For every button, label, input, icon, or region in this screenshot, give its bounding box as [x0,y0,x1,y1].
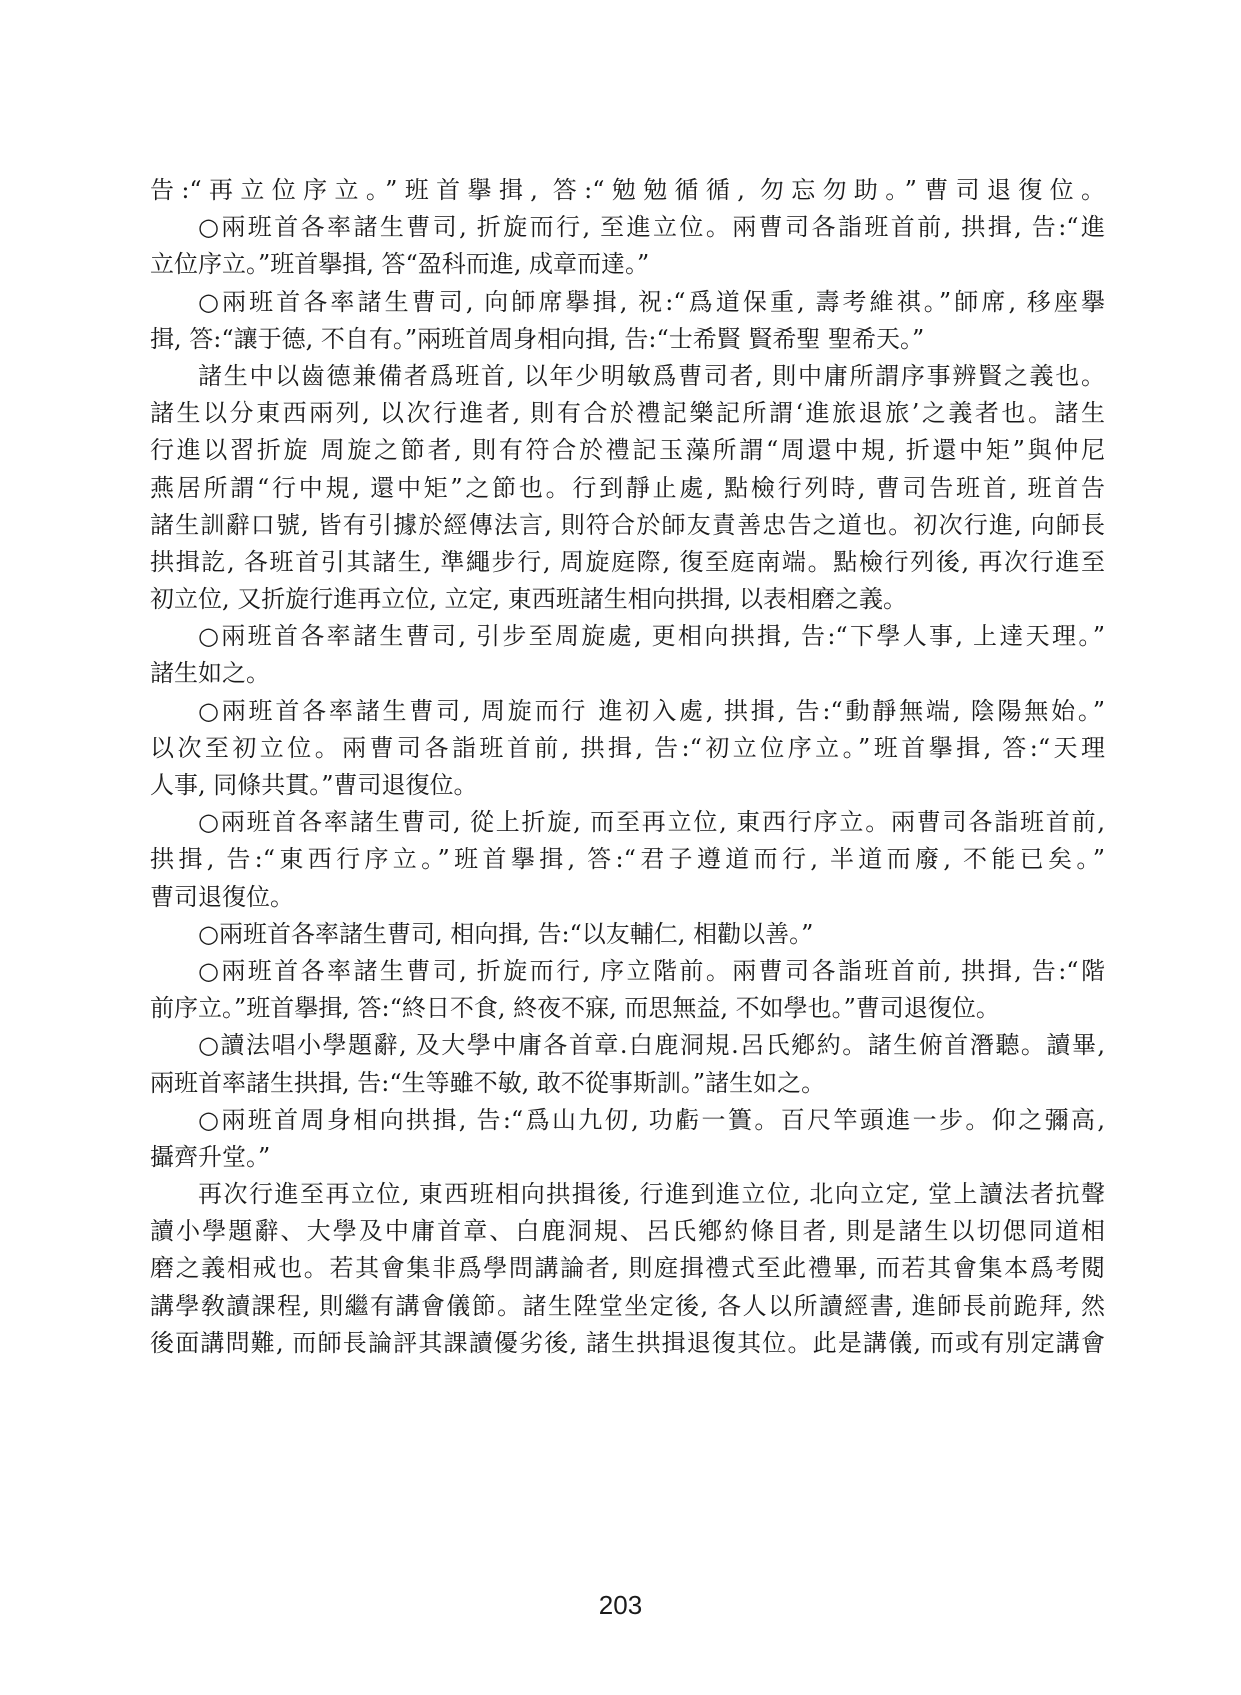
text-line: 諸生如之。 [150,659,270,688]
text-line: ○兩班首各率諸生曹司, 折旋而行, 至進立位。兩曹司各詣班首前, 拱揖, 告:“進 [198,213,1105,242]
text-line: ○兩班首各率諸生曹司, 從上折旋, 而至再立位, 東西行序立。兩曹司各詣班首前, [198,808,1105,837]
text-line: ○兩班首各率諸生曹司, 引步至周旋處, 更相向拱揖, 告:“下學人事, 上達天理。” [198,622,1105,651]
text-line: ○兩班首各率諸生曹司, 相向揖, 告:“以友輔仁, 相勸以善。” [198,919,814,948]
text-line: 前序立。”班首擧揖, 答:“終日不食, 終夜不寐, 而思無益, 不如學也。”曹司退復位。 [150,994,1000,1023]
text-line: 後面講問難, 而師長論評其課讀優劣後, 諸生拱揖退復其位。此是講儀, 而或有別定講會 [150,1328,1105,1357]
text-line: 行進以習折旋 周旋之節者, 則有符合於禮記玉藻所謂“周還中規, 折還中矩”與仲尼 [150,436,1105,465]
text-line: ○讀法唱小學題辭, 及大學中庸各首章.白鹿洞規.呂氏鄕約。諸生俯首潛聽。讀畢, [198,1031,1105,1060]
text-line: 曹司退復位。 [150,882,294,911]
text-line: 諸生訓辭口號, 皆有引據於經傳法言, 則符合於師友責善忠告之道也。初次行進, 向師長 [150,510,1105,539]
page-number: 203 [598,1590,643,1620]
text-line: 諸生中以齒德兼備者爲班首, 以年少明敏爲曹司者, 則中庸所謂序事辨賢之義也。 [198,361,1105,390]
text-line: 磨之義相戒也。若其會集非爲學問講論者, 則庭揖禮式至此禮畢, 而若其會集本爲考閱 [150,1254,1105,1283]
text-line: 拱揖訖, 各班首引其諸生, 準繩步行, 周旋庭際, 復至庭南端。點檢行列後, 再次行進至 [150,547,1105,576]
text-line: 講學敎讀課程, 則繼有講會儀節。諸生陞堂坐定後, 各人以所讀經書, 進師長前跪拜, 然 [150,1291,1105,1320]
text-line: 以次至初立位。兩曹司各詣班首前, 拱揖, 告:“初立位序立。”班首擧揖, 答:“天理 [150,733,1105,762]
text-line: 立位序立。”班首擧揖, 答“盈科而進, 成章而達。” [150,250,650,279]
text-line: ○兩班首各率諸生曹司, 折旋而行, 序立階前。兩曹司各詣班首前, 拱揖, 告:“階 [198,956,1105,985]
text-line: ○兩班首周身相向拱揖, 告:“爲山九仞, 功虧一簣。百尺竿頭進一步。仰之彌高, [198,1105,1105,1134]
text-line: 燕居所謂“行中規, 還中矩”之節也。行到靜止處, 點檢行列時, 曹司告班首, 班首告 [150,473,1105,502]
text-line: 再次行進至再立位, 東西班相向拱揖後, 行進到進立位, 北向立定, 堂上讀法者抗聲 [198,1180,1105,1209]
text-line: ○兩班首各率諸生曹司, 向師席擧揖, 祝:“爲道保重, 壽考維祺。”師席, 移座擧 [198,287,1105,316]
text-line: 兩班首率諸生拱揖, 告:“生等雖不敏, 敢不從事斯訓。”諸生如之。 [150,1068,826,1097]
text-line: 拱揖, 告:“東西行序立。”班首擧揖, 答:“君子遵道而行, 半道而廢, 不能已矣。” [150,845,1105,874]
body-text [150,172,1105,1362]
text-line: 揖, 答:“讓于德, 不自有。”兩班首周身相向揖, 告:“士希賢 賢希聖 聖希天。” [150,324,925,353]
text-line: 初立位, 又折旋行進再立位, 立定, 東西班諸生相向拱揖, 以表相磨之義。 [150,585,908,614]
text-line: 讀小學題辭、大學及中庸首章、白鹿洞規、呂氏鄕約條目者, 則是諸生以切偲同道相 [150,1217,1105,1246]
text-line: 攝齊升堂。” [150,1142,271,1171]
text-line: 人事, 同條共貫。”曹司退復位。 [150,771,478,799]
text-line: ○兩班首各率諸生曹司, 周旋而行 進初入處, 拱揖, 告:“動靜無端, 陰陽無始。” [198,696,1105,725]
text-line: 告:“再立位序立。”班首擧揖, 答:“勉勉循循, 勿忘勿助。”曹司退復位。 [150,176,1105,204]
text-line: 諸生以分東西兩列, 以次行進者, 則有合於禮記樂記所謂‘進旅退旅’之義者也。諸生 [150,399,1105,428]
